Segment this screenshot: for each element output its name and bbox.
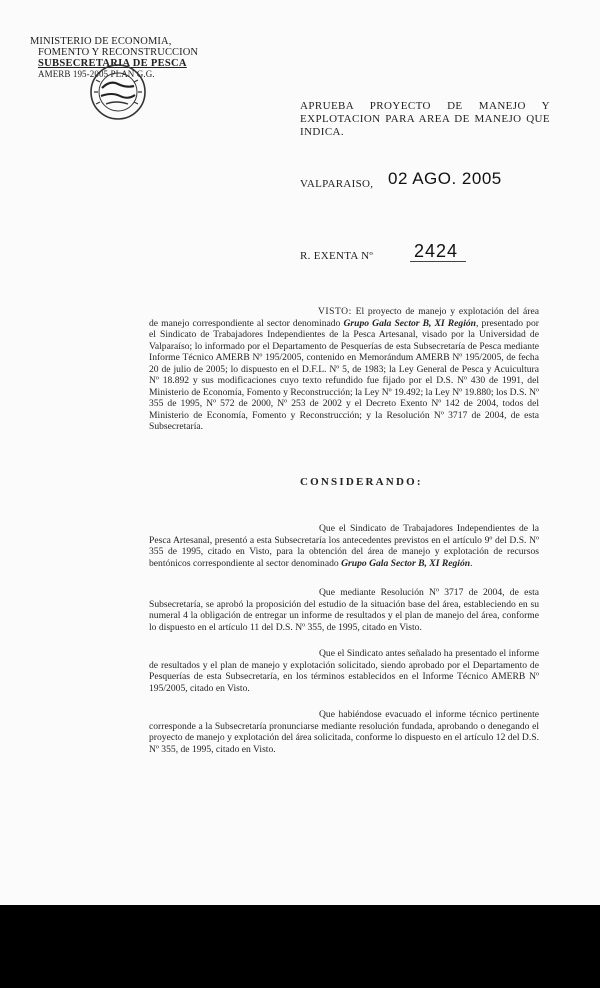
visto-text-end: , presentado por el Sindicato de Trabajadores Independientes de la Pesca Artesanal, visado por la Universidad de Valparaíso; lo informado por el Departamento de Pesquerías de esta Subsecretaría de Pesca mediante Informe Técnico AMERB Nº 195/2005, contenido en Memorándum AMERB Nº 195/2005, de fecha 20 de julio de 2005; lo dispuesto en el D.F.L. Nº 5, de 1983; la Ley General de Pesca y Acuicultura Nº 18.892 y sus modificaciones cuyo texto refundido fue fijado por el D.S. Nº 430 de 1991, del Ministerio de Economía, Fomento y Reconstrucción; la Ley Nº 19.492; la Ley Nº 19.880; los D.S. Nº 355 de 1995, Nº 572 de 2000, Nº 253 de 2002 y el Decreto Exento Nº 142 de 2004, todos del Ministerio de Economía, Fomento y Reconstrucción; y la Resolución Nº 3717 de 2004, de esta Subsecretaría. [149,317,539,432]
subsecretaria-name: SUBSECRETARIA DE PESCA [38,58,187,69]
document-code: AMERB 195-2005 PLAN G.G. [38,69,155,79]
considerando-paragraph-4 [149,709,539,755]
document-subject: APRUEBA PROYECTO DE MANEJO Y EXPLOTACION PARA AREA DE MANEJO QUE INDICA. [300,100,550,138]
ministry-name-continued: FOMENTO Y RECONSTRUCCION [38,47,199,58]
visto-sector-name: Grupo Gala Sector B, XI Región [343,317,477,329]
official-seal-stamp [88,62,148,122]
considerando-paragraph-1 [149,523,539,569]
resolution-number: 2424 [414,241,459,261]
considerando-paragraph-2 [149,587,539,633]
visto-paragraph [149,306,539,433]
considerando-2-text: Que mediante Resolución Nº 3717 de 2004, de esta Subsecretaría, se aprobó la proposición del estudio de la situación base del área, estableciendo en su numeral 4 la obligación de entregar un informe de resultados y el plan de manejo del área, conforme lo dispuesto en el artículo 11 del D.S. Nº 355, de 1995, citado en Visto. [149,587,539,633]
date-stamp: 02 AGO. 2005 [388,169,502,188]
visto-text-start: El proyecto de manejo y explotación del área de manejo correspondiente al sector denominado [149,306,539,329]
considerando-4-text: Que habiéndose evacuado el informe técnico pertinente corresponde a la Subsecretaría pronunciarse mediante resolución fundada, aprobando o denegando el proyecto de manejo y explotación del área solicitada, conforme lo dispuesto en el artículo 12 del D.S. Nº 355, de 1995, citado en Visto. [149,709,539,755]
considerando-1-text-end: . [470,557,473,569]
ministry-name: MINISTERIO DE ECONOMIA, [30,36,172,47]
considerando-1-text-start: Que el Sindicato de Trabajadores Independientes de la Pesca Artesanal, presentó a esta Subsecretaría los antecedentes previstos en el artículo 9º del D.S. Nº 355 de 1995, citado en Visto, para la obtención del área de manejo y explotación de recursos bentónicos correspondiente al sector denominado [149,523,539,569]
resolution-line [300,241,459,262]
scan-bottom-band [0,905,600,988]
considerando-heading: CONSIDERANDO: [300,476,423,488]
resolution-label: R. EXENTA Nº [300,250,374,262]
considerando-3-text: Que el Sindicato antes señalado ha presentado el informe de resultados y el plan de manejo y explotación solicitado, siendo aprobado por el Departamento de Pesquerías de esta Subsecretaría, en los términos establecidos en el Informe Técnico AMERB Nº 195/2005, citado en Visto. [149,648,539,694]
visto-label: VISTO: [318,306,352,317]
place-and-date [300,169,502,190]
place-label: VALPARAISO, [300,178,374,190]
considerando-paragraph-3 [149,648,539,694]
considerando-1-sector-name: Grupo Gala Sector B, XI Región [341,557,471,569]
